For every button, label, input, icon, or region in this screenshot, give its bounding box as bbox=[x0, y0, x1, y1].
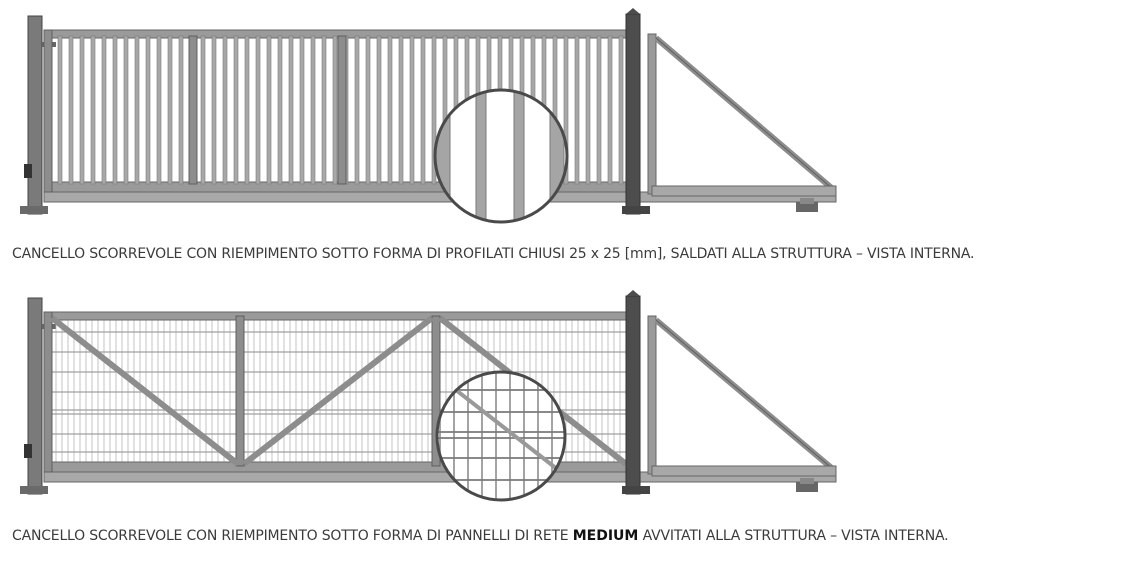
latch bbox=[24, 444, 32, 458]
caption-profiles-gate bbox=[12, 246, 974, 262]
right-post bbox=[626, 14, 640, 214]
caption-mesh-text-a: CANCELLO SCORREVOLE CON RIEMPIMENTO SOTTO FORMA DI PANNELLI DI RETE bbox=[12, 528, 573, 544]
right-post bbox=[626, 296, 640, 494]
caption-profiles-text: CANCELLO SCORREVOLE CON RIEMPIMENTO SOTTO FORMA DI PROFILATI CHIUSI 25 x 25 [mm], SALDATI ALLA STRUTTURA – VISTA INTERNA. bbox=[12, 246, 975, 262]
gate-drawing-mesh bbox=[0, 286, 1125, 516]
left-post-base bbox=[20, 206, 48, 214]
gate-illustration-profiles bbox=[0, 0, 1125, 240]
latch bbox=[24, 164, 32, 178]
caption-mesh-gate bbox=[12, 528, 948, 544]
detail-magnifier-mesh bbox=[436, 370, 566, 502]
caption-mesh-product-name: MEDIUM bbox=[572, 528, 639, 544]
gate-drawing-profiles bbox=[0, 0, 1125, 240]
caption-mesh-text-b: AVVITATI ALLA STRUTTURA – VISTA INTERNA. bbox=[638, 528, 949, 544]
detail-magnifier-profiles bbox=[435, 90, 567, 230]
gate-illustration-mesh bbox=[0, 286, 1125, 516]
left-post bbox=[28, 16, 42, 214]
left-post bbox=[28, 298, 42, 494]
